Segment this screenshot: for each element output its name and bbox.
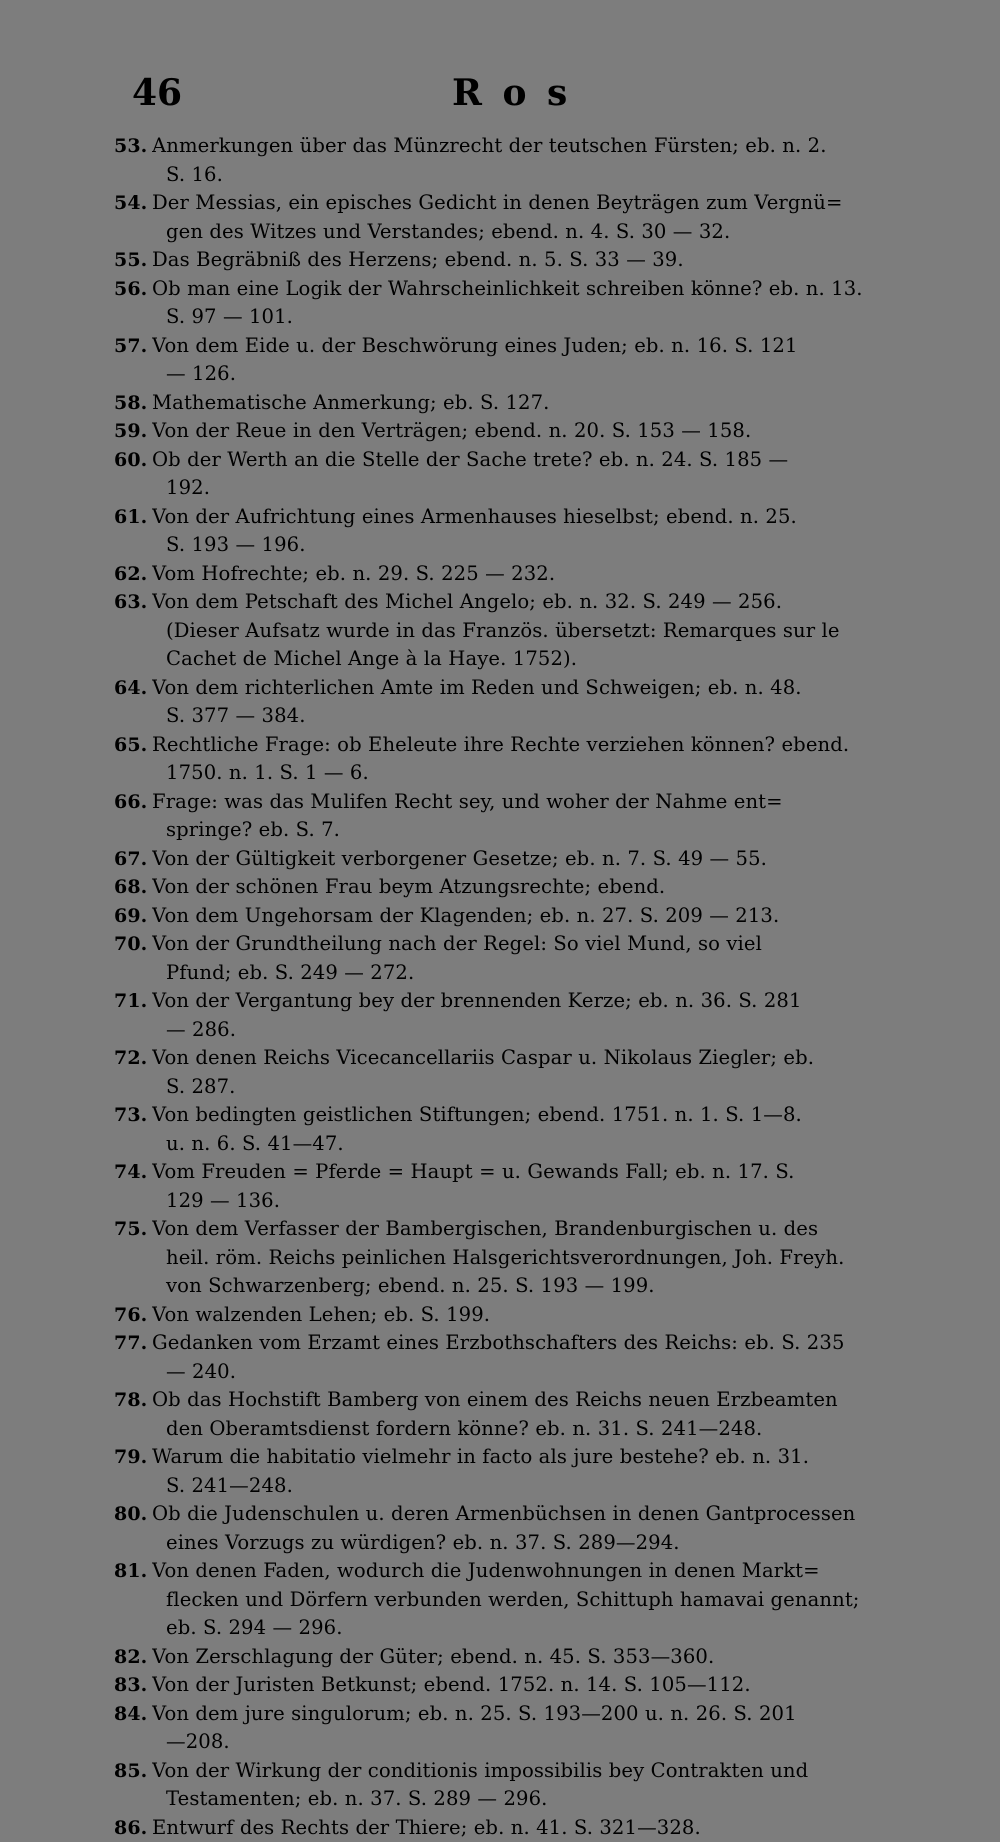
list-item [152, 389, 962, 418]
entry-text-line: Pfund; eb. S. 249 — 272. [152, 959, 962, 988]
entry-text-line: Warum die habitatio vielmehr in facto als jure bestehe? eb. n. 31. [152, 1443, 962, 1472]
entry-text-line: Mathematische Anmerkung; eb. S. 127. [152, 389, 962, 418]
entry-number: 61. [114, 503, 147, 532]
list-item [152, 1757, 962, 1814]
entry-text-line: Von dem Petschaft des Michel Angelo; eb. n. 32. S. 249 — 256. [152, 588, 962, 617]
list-item [152, 189, 962, 246]
entry-text-line: Von bedingten geistlichen Stiftungen; ebend. 1751. n. 1. S. 1—8. [152, 1101, 962, 1130]
entry-number: 58. [114, 389, 147, 418]
entry-text-line: Von denen Reichs Vicecancellariis Caspar u. Nikolaus Ziegler; eb. [152, 1044, 962, 1073]
entry-text-line: 129 — 136. [152, 1187, 962, 1216]
entry-text-line: eb. S. 294 — 296. [152, 1614, 962, 1643]
entry-text-line: Von der Grundtheilung nach der Regel: So viel Mund, so viel [152, 930, 962, 959]
entry-text-line: — 240. [152, 1358, 962, 1387]
entry-number: 68. [114, 873, 147, 902]
entry-number: 76. [114, 1301, 147, 1330]
entry-text-line: heil. röm. Reichs peinlichen Halsgerichtsverordnungen, Joh. Freyh. [152, 1244, 962, 1273]
entry-text-line: S. 287. [152, 1073, 962, 1102]
entry-number: 70. [114, 930, 147, 959]
entry-text-line: Von dem Verfasser der Bambergischen, Brandenburgischen u. des [152, 1215, 962, 1244]
entry-text-line: S. 97 — 101. [152, 303, 962, 332]
list-item [152, 1500, 962, 1557]
entry-text-line: den Oberamtsdienst fordern könne? eb. n. 31. S. 241—248. [152, 1415, 962, 1444]
entry-text-line: 192. [152, 474, 962, 503]
entry-number: 81. [114, 1557, 147, 1586]
list-item [152, 1643, 962, 1672]
entry-text-line: S. 241—248. [152, 1472, 962, 1501]
list-item [152, 1671, 962, 1700]
entry-text-line: Von der Reue in den Verträgen; ebend. n. 20. S. 153 — 158. [152, 417, 962, 446]
list-item [152, 1044, 962, 1101]
entry-text-line: — 126. [152, 360, 962, 389]
list-item [152, 930, 962, 987]
entry-text-line: Entwurf des Rechts der Thiere; eb. n. 41. S. 321—328. [152, 1814, 962, 1842]
entry-number: 53. [114, 132, 147, 161]
entry-text-line: Ob die Judenschulen u. deren Armenbüchsen in denen Gantprocessen [152, 1500, 962, 1529]
list-item [152, 902, 962, 931]
list-item [152, 503, 962, 560]
entry-text-line: —208. [152, 1728, 962, 1757]
entry-text-line: Ob das Hochstift Bamberg von einem des Reichs neuen Erzbeamten [152, 1386, 962, 1415]
list-item [152, 1557, 962, 1643]
entry-number: 55. [114, 246, 147, 275]
entry-text-line: Von dem Ungehorsam der Klagenden; eb. n. 27. S. 209 — 213. [152, 902, 962, 931]
list-item [152, 1215, 962, 1301]
entry-text-line: Testamenten; eb. n. 37. S. 289 — 296. [152, 1785, 962, 1814]
entry-number: 59. [114, 417, 147, 446]
entry-text-line: — 286. [152, 1016, 962, 1045]
list-item [152, 1386, 962, 1443]
page-number: 46 [132, 72, 182, 114]
entry-text-line: S. 16. [152, 161, 962, 190]
entry-number: 75. [114, 1215, 147, 1244]
entry-text-line: S. 377 — 384. [152, 702, 962, 731]
entry-text-line: von Schwarzenberg; ebend. n. 25. S. 193 — 199. [152, 1272, 962, 1301]
list-item [152, 275, 962, 332]
entry-number: 67. [114, 845, 147, 874]
entry-number: 78. [114, 1386, 147, 1415]
entry-number: 60. [114, 446, 147, 475]
entry-text-line: Von der Gültigkeit verborgener Gesetze; eb. n. 7. S. 49 — 55. [152, 845, 962, 874]
entry-text-line: Von Zerschlagung der Güter; ebend. n. 45. S. 353—360. [152, 1643, 962, 1672]
entry-text-line: Ob der Werth an die Stelle der Sache trete? eb. n. 24. S. 185 — [152, 446, 962, 475]
entry-text-line: Von dem richterlichen Amte im Reden und Schweigen; eb. n. 48. [152, 674, 962, 703]
entry-text-line: S. 193 — 196. [152, 531, 962, 560]
entry-number: 54. [114, 189, 147, 218]
entry-text-line: Von dem Eide u. der Beschwörung eines Juden; eb. n. 16. S. 121 [152, 332, 962, 361]
entry-number: 74. [114, 1158, 147, 1187]
entry-text-line: Vom Freuden = Pferde = Haupt = u. Gewands Fall; eb. n. 17. S. [152, 1158, 962, 1187]
list-item [152, 1101, 962, 1158]
entry-number: 82. [114, 1643, 147, 1672]
entry-text-line: Der Messias, ein episches Gedicht in denen Beyträgen zum Vergnü= [152, 189, 962, 218]
entry-number: 84. [114, 1700, 147, 1729]
entry-number: 77. [114, 1329, 147, 1358]
entry-number: 83. [114, 1671, 147, 1700]
entry-text-line: Von der Aufrichtung eines Armenhauses hieselbst; ebend. n. 25. [152, 503, 962, 532]
entry-text-line: Cachet de Michel Ange à la Haye. 1752). [152, 645, 962, 674]
entry-text-line: 1750. n. 1. S. 1 — 6. [152, 759, 962, 788]
entry-number: 72. [114, 1044, 147, 1073]
entry-number: 71. [114, 987, 147, 1016]
list-item [152, 1158, 962, 1215]
entry-number: 65. [114, 731, 147, 760]
entry-number: 63. [114, 588, 147, 617]
entry-number: 56. [114, 275, 147, 304]
list-item [152, 446, 962, 503]
entry-number: 66. [114, 788, 147, 817]
list-item [152, 845, 962, 874]
page-header [152, 68, 962, 126]
entry-text-line: Ob man eine Logik der Wahrscheinlichkeit schreiben könne? eb. n. 13. [152, 275, 962, 304]
entry-number: 85. [114, 1757, 147, 1786]
list-item [152, 246, 962, 275]
entry-text-line: Von dem jure singulorum; eb. n. 25. S. 193—200 u. n. 26. S. 201 [152, 1700, 962, 1729]
list-item [152, 674, 962, 731]
entry-number: 62. [114, 560, 147, 589]
entry-text-line: Von denen Faden, wodurch die Judenwohnungen in denen Markt= [152, 1557, 962, 1586]
entry-text-line: Das Begräbniß des Herzens; ebend. n. 5. S. 33 — 39. [152, 246, 962, 275]
bibliography-list [152, 132, 962, 1842]
entry-text-line: Frage: was das Mulifen Recht sey, und woher der Nahme ent= [152, 788, 962, 817]
list-item [152, 417, 962, 446]
entry-number: 69. [114, 902, 147, 931]
list-item [152, 132, 962, 189]
entry-text-line: Gedanken vom Erzamt eines Erzbothschafters des Reichs: eb. S. 235 [152, 1329, 962, 1358]
entry-text-line: Rechtliche Frage: ob Eheleute ihre Rechte verziehen können? ebend. [152, 731, 962, 760]
entry-number: 57. [114, 332, 147, 361]
running-title: R o s [452, 72, 571, 114]
entry-number: 80. [114, 1500, 147, 1529]
entry-text-line: Von der Vergantung bey der brennenden Kerze; eb. n. 36. S. 281 [152, 987, 962, 1016]
list-item [152, 788, 962, 845]
list-item [152, 332, 962, 389]
list-item [152, 1443, 962, 1500]
list-item [152, 731, 962, 788]
entry-text-line: eines Vorzugs zu würdigen? eb. n. 37. S. 289—294. [152, 1529, 962, 1558]
entry-text-line: Anmerkungen über das Münzrecht der teutschen Fürsten; eb. n. 2. [152, 132, 962, 161]
list-item [152, 1814, 962, 1842]
entry-text-line: gen des Witzes und Verstandes; ebend. n. 4. S. 30 — 32. [152, 218, 962, 247]
entry-text-line: Von walzenden Lehen; eb. S. 199. [152, 1301, 962, 1330]
entry-text-line: Von der Juristen Betkunst; ebend. 1752. n. 14. S. 105—112. [152, 1671, 962, 1700]
entry-number: 73. [114, 1101, 147, 1130]
entry-text-line: Vom Hofrechte; eb. n. 29. S. 225 — 232. [152, 560, 962, 589]
entry-text-line: Von der schönen Frau beym Atzungsrechte; ebend. [152, 873, 962, 902]
entry-text-line: flecken und Dörfern verbunden werden, Schittuph hamavai genannt; [152, 1586, 962, 1615]
list-item [152, 1301, 962, 1330]
list-item [152, 1700, 962, 1757]
entry-number: 64. [114, 674, 147, 703]
list-item [152, 1329, 962, 1386]
list-item [152, 987, 962, 1044]
list-item [152, 588, 962, 674]
entry-number: 86. [114, 1814, 147, 1842]
entry-text-line: springe? eb. S. 7. [152, 816, 962, 845]
list-item [152, 873, 962, 902]
entry-text-line: Von der Wirkung der conditionis impossibilis bey Contrakten und [152, 1757, 962, 1786]
entry-text-line: (Dieser Aufsatz wurde in das Französ. übersetzt: Remarques sur le [152, 617, 962, 646]
list-item [152, 560, 962, 589]
entry-number: 79. [114, 1443, 147, 1472]
entry-text-line: u. n. 6. S. 41—47. [152, 1130, 962, 1159]
